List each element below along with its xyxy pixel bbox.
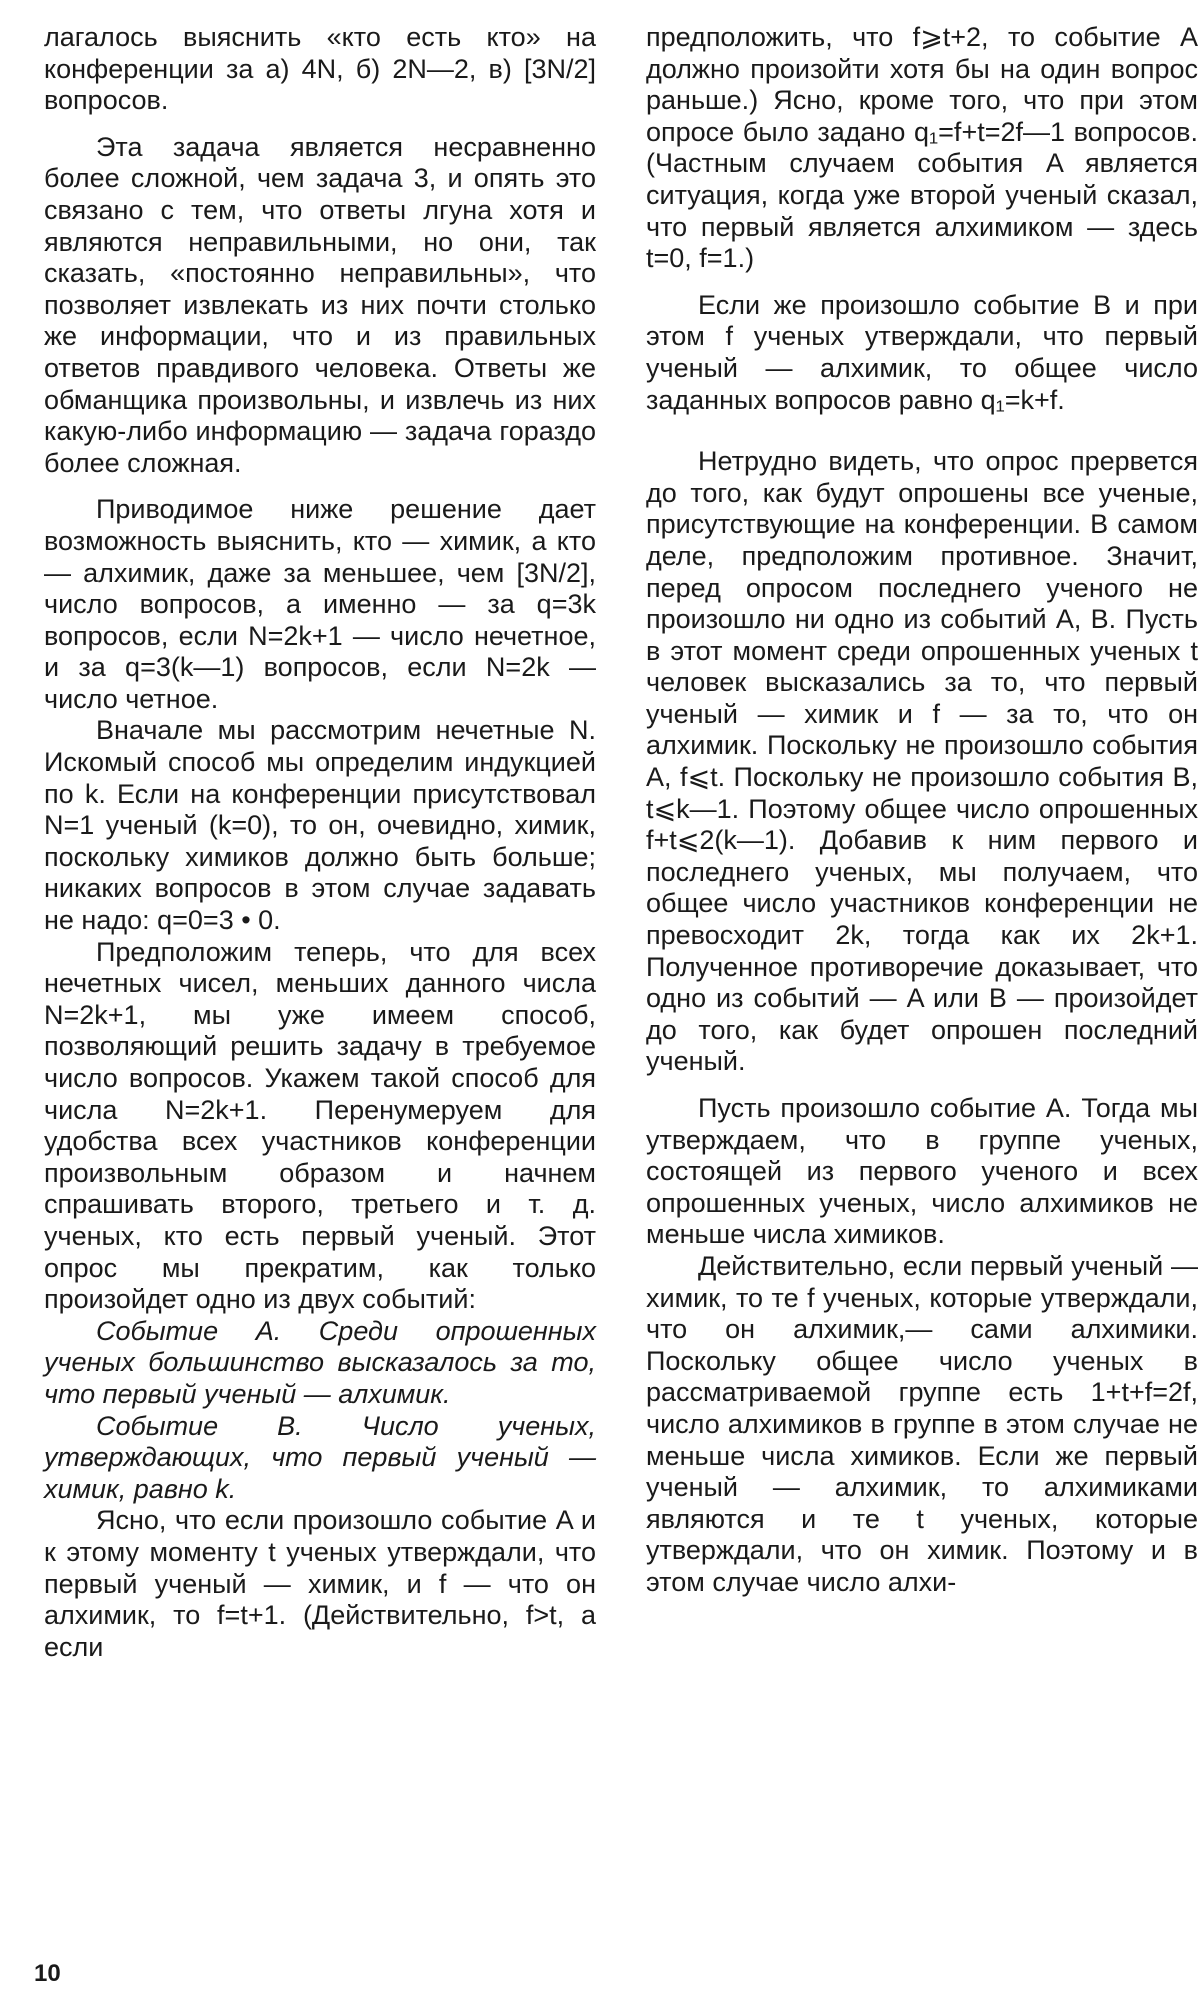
paragraph: Действительно, если первый ученый — химик, то те f ученых, которые утверждали, что он алхимик,— сами алхимики. Поскольку общее число ученых в рассматриваемой группе есть 1+t+f=2f, число алхимиков в группе в этом случае не меньше числа химиков. Если же первый ученый — алхимик, то алхимиками являются и те t ученых, которые утверждали, что он химик. Поэтому и в этом случае число алхи- [646,1250,1198,1597]
paragraph: Ясно, что если произошло событие A и к этому моменту t ученых утверждали, что первый ученый — химик, и f — что он алхимик, то f=t+1. (Действительно, f>t, а если [44,1505,596,1662]
paragraph: Предположим теперь, что для всех нечетных чисел, меньших данного числа N=2k+1, мы уже имеем способ, позволяющий решить задачу в требуемое число вопросов. Укажем такой способ для числа N=2k+1. Перенумеруем для удобства всех участников конференции произвольным образом и начнем спрашивать второго, третьего и т. д. ученых, кто есть первый ученый. Этот опрос мы прекратим, как только произойдет одно из двух событий: [44,936,596,1315]
right-column [646,22,1198,1599]
paragraph: Пусть произошло событие A. Тогда мы утверждаем, что в группе ученых, состоящей из первого ученого и всех опрошенных ученых, число алхимиков не меньше числа химиков. [646,1093,1198,1250]
page-number: 10 [34,1960,61,1987]
paragraph: лагалось выяснить «кто есть кто» на конференции за а) 4N, б) 2N—2, в) [3N/2] вопросов. [44,22,596,116]
paragraph: предположить, что f⩾t+2, то событие A должно произойти хотя бы на один вопрос раньше.) Ясно, кроме того, что при этом опросе было задано q₁=f+t=2f—1 вопросов. (Частным случаем события A является ситуация, когда уже второй ученый сказал, что первый является алхимиком — здесь t=0, f=1.) [646,22,1198,274]
paragraph: Нетрудно видеть, что опрос прервется до того, как будут опрошены все ученые, присутствующие на конференции. В самом деле, предположим противное. Значит, перед опросом последнего ученого не произошло ни одно из событий A, B. Пусть в этот момент среди опрошенных ученых t человек высказались за то, что первый ученый — химик и f — за то, что он алхимик. Поскольку не произошло события A, f⩽t. Поскольку не произошло события B, t⩽k—1. Поэтому общее число опрошенных f+t⩽2(k—1). Добавив к ним первого и последнего ученых, мы получаем, что общее число участников конференции не превосходит 2k, тогда как их 2k+1. Полученное противоречие доказывает, что одно из событий — A или B — произойдет до того, как будет опрошен последний ученый. [646,446,1198,1077]
paragraph: Эта задача является несравненно более сложной, чем задача 3, и опять это связано с тем, что ответы лгуна хотя и являются неправильными, но они, так сказать, «постоянно неправильны», что позволяет извлекать из них почти столько же информации, что и из правильных ответов правдивого человека. Ответы же обманщика произвольны, и извлечь из них какую-либо информацию — задача гораздо более сложная. [44,131,596,478]
paragraph: Если же произошло событие B и при этом f ученых утверждали, что первый ученый — алхимик, то общее число заданных вопросов равно q₁=k+f. [646,289,1198,415]
paragraph: Приводимое ниже решение дает возможность выяснить, кто — химик, а кто — алхимик, даже за меньшее, чем [3N/2], число вопросов, а именно — за q=3k вопросов, если N=2k+1 — число нечетное, и за q=3(k—1) вопросов, если N=2k — число четное. [44,494,596,714]
event-b-definition: Событие В. Число ученых, утверждающих, что первый ученый — химик, равно k. [44,1410,596,1504]
left-column [44,22,596,1663]
paragraph: Вначале мы рассмотрим нечетные N. Искомый способ мы определим индукцией по k. Если на конференции присутствовал N=1 ученый (k=0), то он, очевидно, химик, поскольку химиков должно быть больше; никаких вопросов в этом случае задавать не надо: q=0=3 • 0. [44,715,596,936]
event-a-definition: Событие А. Среди опрошенных ученых большинство высказалось за то, что первый ученый — алхимик. [44,1315,596,1409]
